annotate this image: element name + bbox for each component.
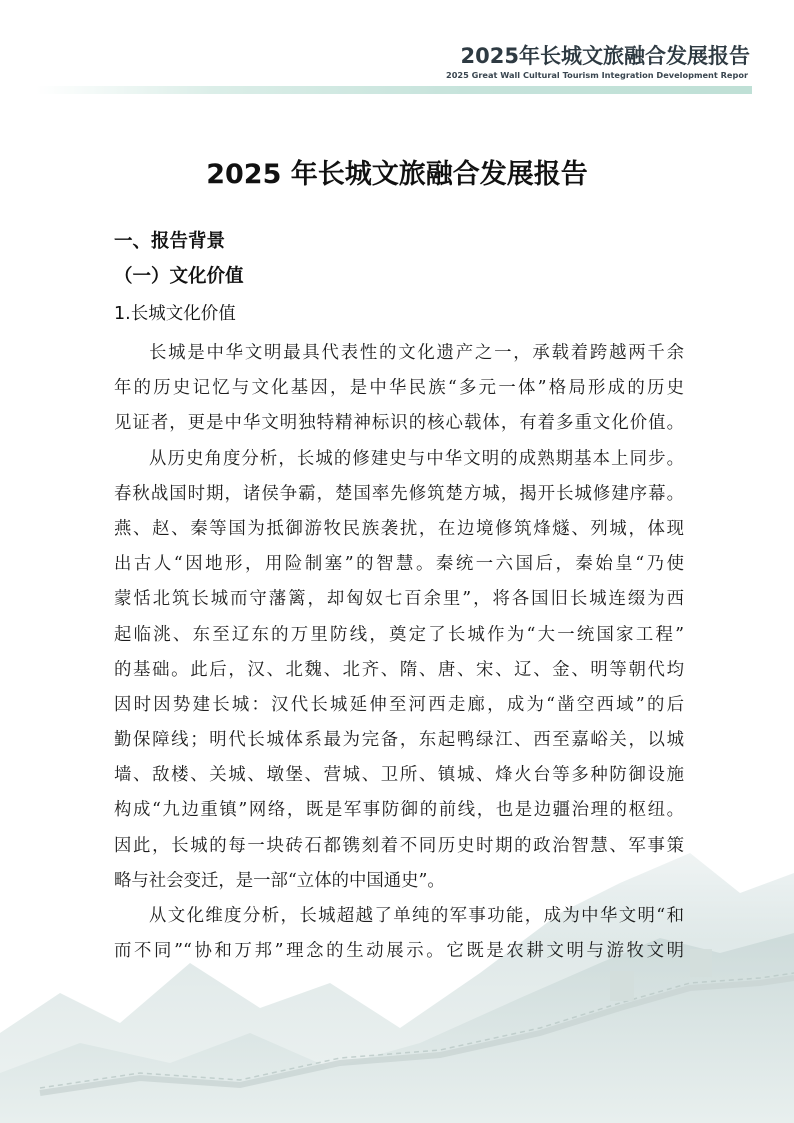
- paragraph-line: 起临洮、东至辽东的万里防线，奠定了长城作为“大一统国家工程”: [114, 624, 684, 645]
- paragraph-line: 见证者，更是中华文明独特精神标识的核心载体，有着多重文化价值。: [114, 413, 684, 434]
- paragraph-line: 因此，长城的每一块砖石都镌刻着不同历史时期的政治智慧、军事策: [114, 835, 684, 856]
- section-heading-3: 1.长城文化价值: [114, 304, 236, 324]
- header-divider-bar: [36, 86, 752, 94]
- header-subtitle-english: 2025 Great Wall Cultural Tourism Integration Development Repor: [446, 70, 748, 80]
- paragraph-line: 而不同”“协和万邦”理念的生动展示。它既是农耕文明与游牧文明: [114, 941, 684, 962]
- paragraph-line: 从文化维度分析，长城超越了单纯的军事功能，成为中华文明“和: [149, 906, 684, 926]
- paragraph-line: 墙、敌楼、关城、墩堡、营城、卫所、镇城、烽火台等多种防御设施: [114, 765, 684, 786]
- section-heading-2: （一）文化价值: [114, 266, 244, 287]
- paragraph-line: 的基础。此后，汉、北魏、北齐、隋、唐、宋、辽、金、明等朝代均: [114, 659, 684, 680]
- paragraph-line: 构成“九边重镇”网络，既是军事防御的前线，也是边疆治理的枢纽。: [114, 800, 684, 821]
- paragraph-line: 长城是中华文明最具代表性的文化遗产之一，承载着跨越两千余: [149, 343, 684, 363]
- body-text: [114, 336, 684, 969]
- paragraph-line: 蒙恬北筑长城而守藩篱，却匈奴七百余里”，将各国旧长城连缀为西: [114, 589, 684, 610]
- paragraph-line: 略与社会变迁，是一部“立体的中国通史”。: [114, 870, 445, 891]
- paragraph-line: 因时因势建长城：汉代长城延伸至河西走廊，成为“凿空西域”的后: [114, 694, 684, 715]
- paragraph-line: 勤保障线；明代长城体系最为完备，东起鸭绿江、西至嘉峪关，以城: [114, 730, 684, 751]
- section-heading-1: 一、报告背景: [114, 231, 226, 252]
- header-title: 2025年长城文旅融合发展报告: [460, 44, 750, 68]
- paragraph-line: 年的历史记忆与文化基因，是中华民族“多元一体”格局形成的历史: [114, 378, 684, 399]
- document-title: 2025 年长城文旅融合发展报告: [206, 159, 588, 190]
- paragraph-line: 出古人“因地形，用险制塞”的智慧。秦统一六国后，秦始皇“乃使: [114, 554, 684, 575]
- paragraph-line: 燕、赵、秦等国为抵御游牧民族袭扰，在边境修筑烽燧、列城，体现: [114, 518, 684, 539]
- paragraph-line: 从历史角度分析，长城的修建史与中华文明的成熟期基本上同步。: [149, 448, 684, 469]
- paragraph-line: 春秋战国时期，诸侯争霸，楚国率先修筑楚方城，揭开长城修建序幕。: [114, 483, 684, 504]
